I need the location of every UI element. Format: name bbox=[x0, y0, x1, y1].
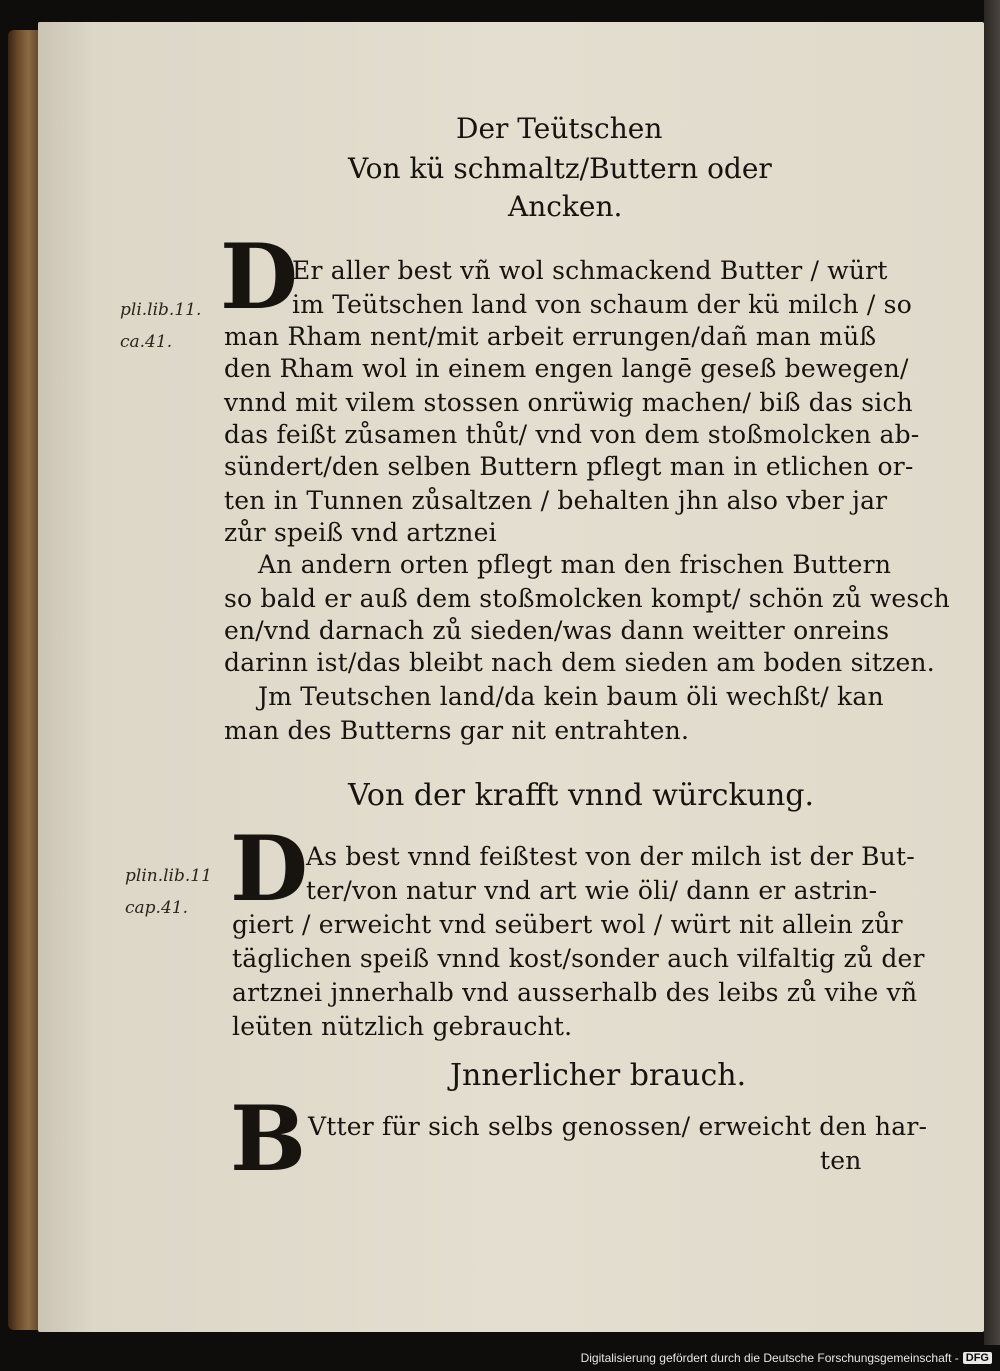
text-line: man des Butterns gar nit entrahten. bbox=[224, 716, 690, 745]
credit-text: Digitalisierung gefördert durch die Deutsche Forschungsgemeinschaft - bbox=[580, 1351, 959, 1365]
text-line: im Teütschen land von schaum der kü milch / so bbox=[292, 290, 912, 319]
text-line: ten in Tunnen zůsaltzen / behalten jhn also vber jar bbox=[224, 486, 888, 515]
section-title: Von der krafft vnnd würckung. bbox=[348, 778, 815, 813]
text-line: Er aller best vñ wol schmackend Butter / würt bbox=[292, 256, 888, 285]
decorated-initial: D bbox=[220, 224, 299, 330]
section-title: Jnnerlicher brauch. bbox=[450, 1058, 747, 1093]
text-line: so bald er auß dem stoßmolcken kompt/ schön zů wesch bbox=[224, 584, 950, 613]
text-line: As best vnnd feißtest von der milch ist der But- bbox=[306, 842, 915, 871]
chapter-title-line-2: Ancken. bbox=[508, 190, 623, 223]
text-line: leüten nützlich gebraucht. bbox=[232, 1012, 573, 1041]
margin-note: cap.41. bbox=[125, 898, 188, 918]
catchword: ten bbox=[820, 1146, 862, 1175]
text-line: den Rham wol in einem engen langē geseß bewegen/ bbox=[224, 354, 909, 383]
text-line: An andern orten pflegt man den frischen Buttern bbox=[258, 550, 892, 579]
text-line: Jm Teutschen land/da kein baum öli wechßt/ kan bbox=[258, 682, 884, 711]
text-line: das feißt zůsamen thůt/ vnd von dem stoßmolcken ab- bbox=[224, 420, 920, 449]
dfg-logo: DFG bbox=[963, 1352, 992, 1364]
text-line: artznei jnnerhalb vnd ausserhalb des leibs zů vihe vñ bbox=[232, 978, 918, 1007]
margin-note: pli.lib.11. bbox=[120, 300, 202, 320]
text-line: darinn ist/das bleibt nach dem sieden am boden sitzen. bbox=[224, 648, 935, 677]
text-line: sündert/den selben Buttern pflegt man in etlichen or- bbox=[224, 452, 914, 481]
text-line: vnnd mit vilem stossen onrüwig machen/ biß das sich bbox=[224, 388, 913, 417]
text-line: Vtter für sich selbs genossen/ erweicht den har- bbox=[308, 1112, 928, 1141]
margin-note: plin.lib.11 bbox=[125, 866, 212, 886]
running-head: Der Teütschen bbox=[456, 112, 663, 145]
text-line: en/vnd darnach zů sieden/was dann weitter onreins bbox=[224, 616, 890, 645]
text-line: täglichen speiß vnnd kost/sonder auch vilfaltig zů der bbox=[232, 944, 925, 973]
chapter-title-line-1: Von kü schmaltz/Buttern oder bbox=[348, 152, 772, 185]
text-line: ter/von natur vnd art wie öli/ dann er astrin- bbox=[306, 876, 878, 905]
decorated-initial: D bbox=[230, 816, 309, 922]
digitization-credit bbox=[581, 1351, 992, 1365]
text-line: zůr speiß vnd artznei bbox=[224, 518, 497, 547]
book-edge bbox=[8, 30, 42, 1330]
margin-note: ca.41. bbox=[120, 332, 173, 352]
text-line: man Rham nent/mit arbeit errungen/dañ man müß bbox=[224, 322, 877, 351]
decorated-initial: B bbox=[230, 1086, 307, 1192]
text-line: giert / erweicht vnd seübert wol / würt nit allein zůr bbox=[232, 910, 903, 939]
adjacent-page-edge bbox=[984, 0, 1000, 1345]
